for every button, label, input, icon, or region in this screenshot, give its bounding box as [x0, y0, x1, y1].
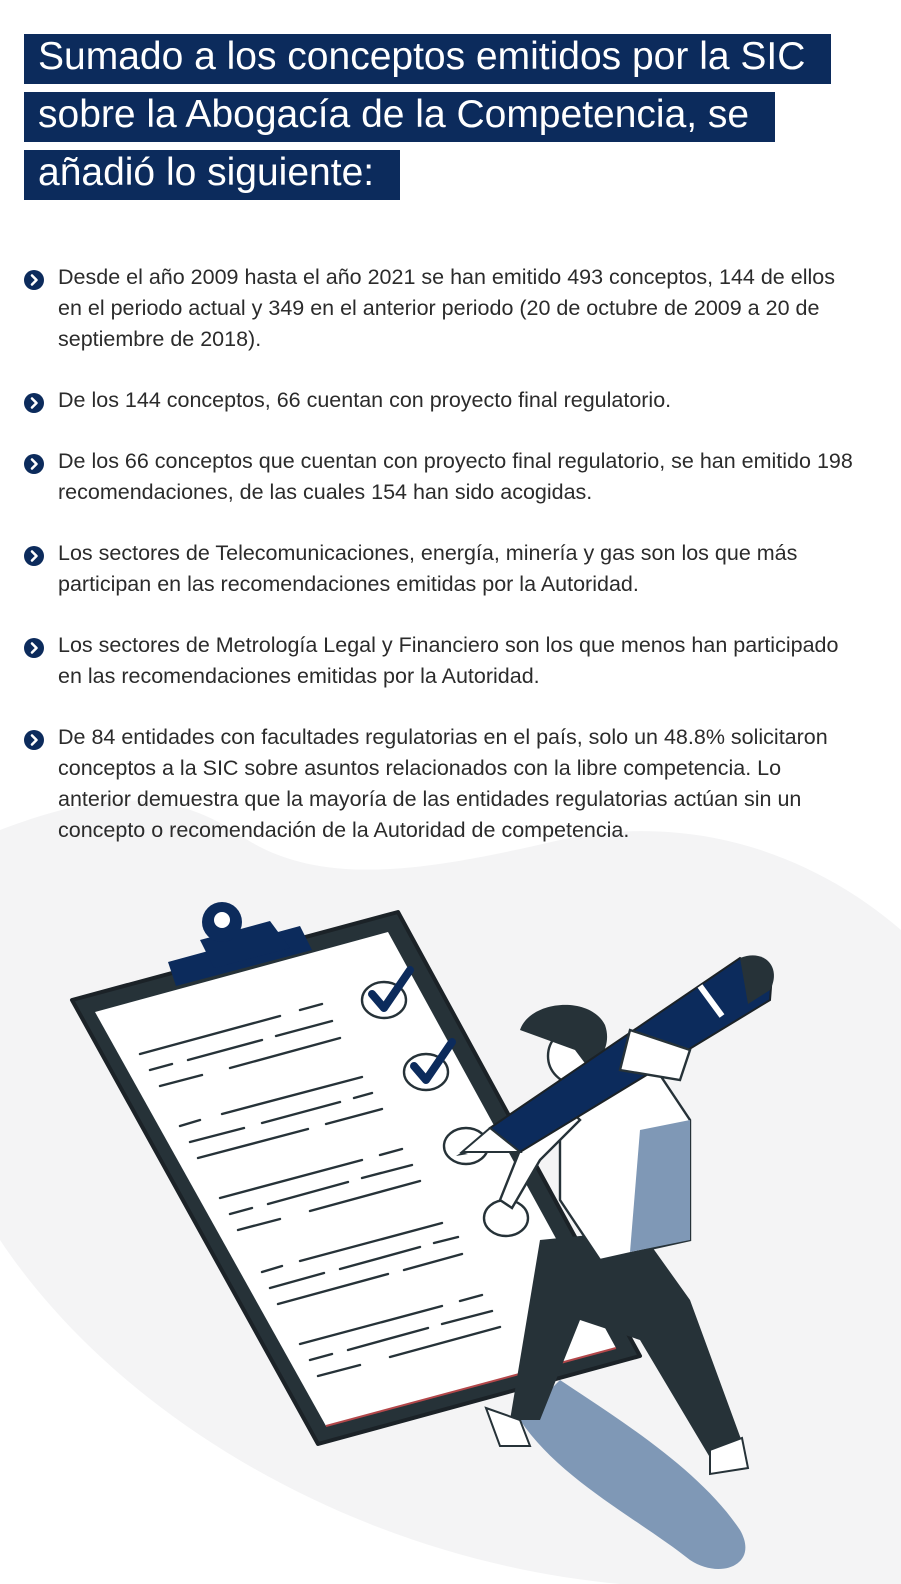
chevron-right-circle-icon: [24, 270, 44, 290]
list-item: [24, 262, 854, 355]
list-item: [24, 538, 854, 600]
findings-list: [24, 262, 854, 876]
chevron-right-circle-icon: [24, 393, 44, 413]
chevron-right-circle-icon: [24, 730, 44, 750]
list-item-text: De 84 entidades con facultades regulatorias en el país, solo un 48.8% solicitaron conceptos a la SIC sobre asuntos relacionados con la libre competencia. Lo anterior demuestra que la mayoría de las entidades regulatorias actúan sin un concepto o recomendación de la Autoridad de competencia.: [58, 725, 828, 842]
list-item-text: Los sectores de Metrología Legal y Financiero son los que menos han participado en las recomendaciones emitidas por la Autoridad.: [58, 633, 839, 688]
clipboard-checklist-illustration: [0, 880, 901, 1584]
chevron-right-circle-icon: [24, 454, 44, 474]
list-item: [24, 630, 854, 692]
list-item-text: Los sectores de Telecomunicaciones, energía, minería y gas son los que más participan en las recomendaciones emitidas por la Autoridad.: [58, 541, 798, 596]
page-title: [24, 34, 831, 208]
title-line-1: Sumado a los conceptos emitidos por la SIC: [24, 34, 831, 84]
list-item-text: De los 144 conceptos, 66 cuentan con proyecto final regulatorio.: [58, 388, 672, 412]
list-item-text: De los 66 conceptos que cuentan con proyecto final regulatorio, se han emitido 198 recomendaciones, de las cuales 154 han sido acogidas.: [58, 449, 853, 504]
list-item: [24, 722, 854, 846]
chevron-right-circle-icon: [24, 638, 44, 658]
list-item-text: Desde el año 2009 hasta el año 2021 se han emitido 493 conceptos, 144 de ellos en el periodo actual y 349 en el anterior periodo (20 de octubre de 2009 a 20 de septiembre de 2018).: [58, 265, 835, 351]
list-item: [24, 446, 854, 508]
title-line-3: añadió lo siguiente:: [24, 150, 400, 200]
list-item: [24, 385, 854, 416]
title-line-2: sobre la Abogacía de la Competencia, se: [24, 92, 775, 142]
chevron-right-circle-icon: [24, 546, 44, 566]
